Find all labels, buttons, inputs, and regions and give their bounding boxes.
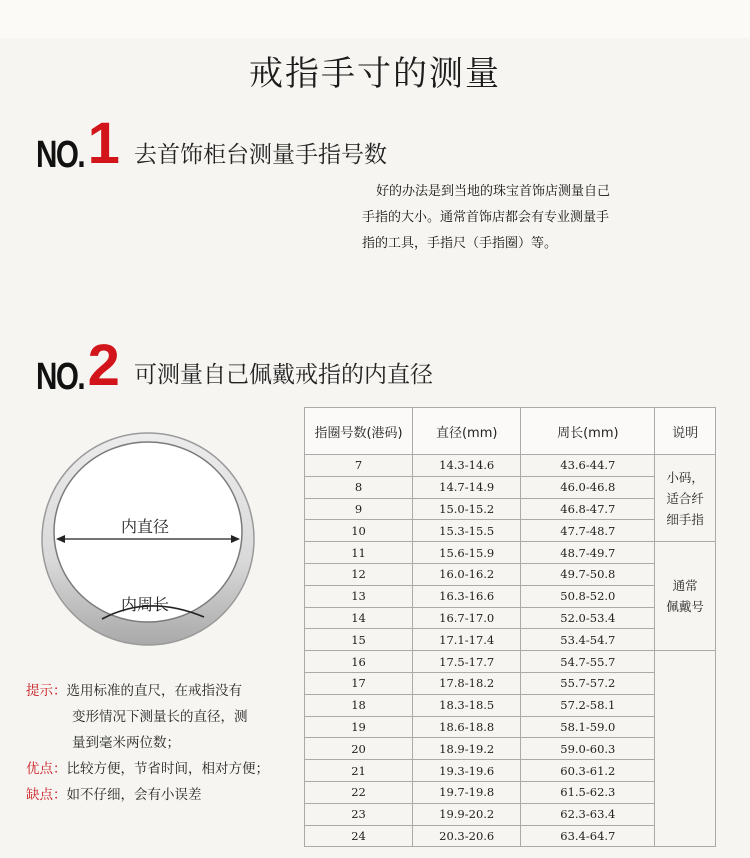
measurement-tips <box>26 678 306 808</box>
size-cell: 14 <box>305 607 413 629</box>
size-cell: 13 <box>305 585 413 607</box>
diameter-cell: 15.0-15.2 <box>413 498 521 520</box>
table-row <box>305 803 716 825</box>
page-title: 戒指手寸的测量 <box>249 54 501 94</box>
diameter-cell: 14.3-14.6 <box>413 455 521 477</box>
table-row <box>305 651 716 673</box>
table-row <box>305 520 716 542</box>
diameter-cell: 15.6-15.9 <box>413 542 521 564</box>
circumference-cell: 60.3-61.2 <box>521 760 655 782</box>
size-cell: 8 <box>305 476 413 498</box>
table-row <box>305 563 716 585</box>
circumference-label: 内周长 <box>121 595 170 614</box>
ring-size-table <box>304 407 716 847</box>
note-cell <box>655 542 716 651</box>
size-cell: 15 <box>305 629 413 651</box>
note-cell <box>655 651 716 847</box>
circumference-cell: 46.0-46.8 <box>521 476 655 498</box>
table-row <box>305 716 716 738</box>
diameter-cell: 19.3-19.6 <box>413 760 521 782</box>
pros-text: 比较方便，节省时间，相对方便； <box>66 761 269 777</box>
description-line: 指的工具，手指尺（手指圈）等。 <box>362 236 558 251</box>
note-line: 适合纤 <box>666 490 704 506</box>
circumference-cell: 57.2-58.1 <box>521 694 655 716</box>
size-cell: 7 <box>305 455 413 477</box>
section1-description <box>362 179 662 257</box>
size-cell: 11 <box>305 542 413 564</box>
description-line: 手指的大小。通常首饰店都会有专业测量手 <box>362 210 610 225</box>
circumference-cell: 54.7-55.7 <box>521 651 655 673</box>
table-row <box>305 738 716 760</box>
diameter-cell: 17.8-18.2 <box>413 672 521 694</box>
table-row <box>305 498 716 520</box>
circumference-cell: 63.4-64.7 <box>521 825 655 847</box>
diameter-label: 内直径 <box>121 517 170 536</box>
circumference-cell: 58.1-59.0 <box>521 716 655 738</box>
ring-diagram <box>38 428 258 648</box>
tip-text: 量到毫米两位数； <box>72 735 180 751</box>
diameter-cell: 16.3-16.6 <box>413 585 521 607</box>
circumference-cell: 53.4-54.7 <box>521 629 655 651</box>
table-row <box>305 760 716 782</box>
size-cell: 24 <box>305 825 413 847</box>
section-number-1 <box>36 110 120 177</box>
size-cell: 17 <box>305 672 413 694</box>
top-band <box>0 0 750 38</box>
diameter-cell: 18.6-18.8 <box>413 716 521 738</box>
section-number-2 <box>36 332 120 399</box>
table-row <box>305 825 716 847</box>
table-row <box>305 476 716 498</box>
table-row <box>305 542 716 564</box>
circumference-cell: 59.0-60.3 <box>521 738 655 760</box>
column-header: 说明 <box>655 408 716 455</box>
diameter-cell: 19.9-20.2 <box>413 803 521 825</box>
no-number: 1 <box>87 111 120 176</box>
circumference-cell: 46.8-47.7 <box>521 498 655 520</box>
tip-text: 变形情况下测量长的直径，测 <box>72 709 248 725</box>
size-cell: 20 <box>305 738 413 760</box>
no-number: 2 <box>87 333 120 398</box>
size-cell: 16 <box>305 651 413 673</box>
size-cell: 10 <box>305 520 413 542</box>
size-cell: 19 <box>305 716 413 738</box>
diameter-cell: 14.7-14.9 <box>413 476 521 498</box>
note-line: 小码， <box>666 469 704 485</box>
table-row <box>305 607 716 629</box>
section2-heading: 可测量自己佩戴戒指的内直径 <box>134 362 433 388</box>
cons-text: 如不仔细，会有小误差 <box>66 787 202 803</box>
size-cell: 23 <box>305 803 413 825</box>
diameter-cell: 16.7-17.0 <box>413 607 521 629</box>
circumference-cell: 47.7-48.7 <box>521 520 655 542</box>
size-cell: 12 <box>305 563 413 585</box>
no-label: NO. <box>36 134 85 176</box>
note-line: 细手指 <box>666 511 704 527</box>
diameter-cell: 17.1-17.4 <box>413 629 521 651</box>
diameter-cell: 18.9-19.2 <box>413 738 521 760</box>
cons-key: 缺点： <box>26 787 67 803</box>
circumference-cell: 55.7-57.2 <box>521 672 655 694</box>
tip-key: 提示： <box>26 683 67 699</box>
pros-key: 优点： <box>26 761 67 777</box>
table-row <box>305 781 716 803</box>
table-header-row <box>305 408 716 455</box>
size-cell: 9 <box>305 498 413 520</box>
circumference-cell: 50.8-52.0 <box>521 585 655 607</box>
description-line: 好的办法是到当地的珠宝首饰店测量自己 <box>376 184 611 199</box>
note-cell <box>655 455 716 542</box>
table-row <box>305 694 716 716</box>
diameter-cell: 20.3-20.6 <box>413 825 521 847</box>
diameter-cell: 16.0-16.2 <box>413 563 521 585</box>
diameter-cell: 15.3-15.5 <box>413 520 521 542</box>
size-cell: 22 <box>305 781 413 803</box>
circumference-cell: 48.7-49.7 <box>521 542 655 564</box>
table-row <box>305 672 716 694</box>
diameter-cell: 17.5-17.7 <box>413 651 521 673</box>
table-row <box>305 585 716 607</box>
circumference-cell: 61.5-62.3 <box>521 781 655 803</box>
column-header: 直径(mm) <box>413 408 521 455</box>
circumference-cell: 52.0-53.4 <box>521 607 655 629</box>
circumference-cell: 62.3-63.4 <box>521 803 655 825</box>
table-row <box>305 455 716 477</box>
size-cell: 21 <box>305 760 413 782</box>
table-body <box>305 455 716 847</box>
note-line: 通常 <box>672 578 698 594</box>
diameter-cell: 19.7-19.8 <box>413 781 521 803</box>
circumference-cell: 49.7-50.8 <box>521 563 655 585</box>
circumference-cell: 43.6-44.7 <box>521 455 655 477</box>
table-row <box>305 629 716 651</box>
no-label: NO. <box>36 356 85 398</box>
section1-heading: 去首饰柜台测量手指号数 <box>134 142 387 168</box>
column-header: 周长(mm) <box>521 408 655 455</box>
tip-text: 选用标准的直尺，在戒指没有 <box>66 683 242 699</box>
column-header: 指圈号数(港码) <box>305 408 413 455</box>
diameter-cell: 18.3-18.5 <box>413 694 521 716</box>
size-cell: 18 <box>305 694 413 716</box>
note-line: 佩戴号 <box>666 599 704 615</box>
